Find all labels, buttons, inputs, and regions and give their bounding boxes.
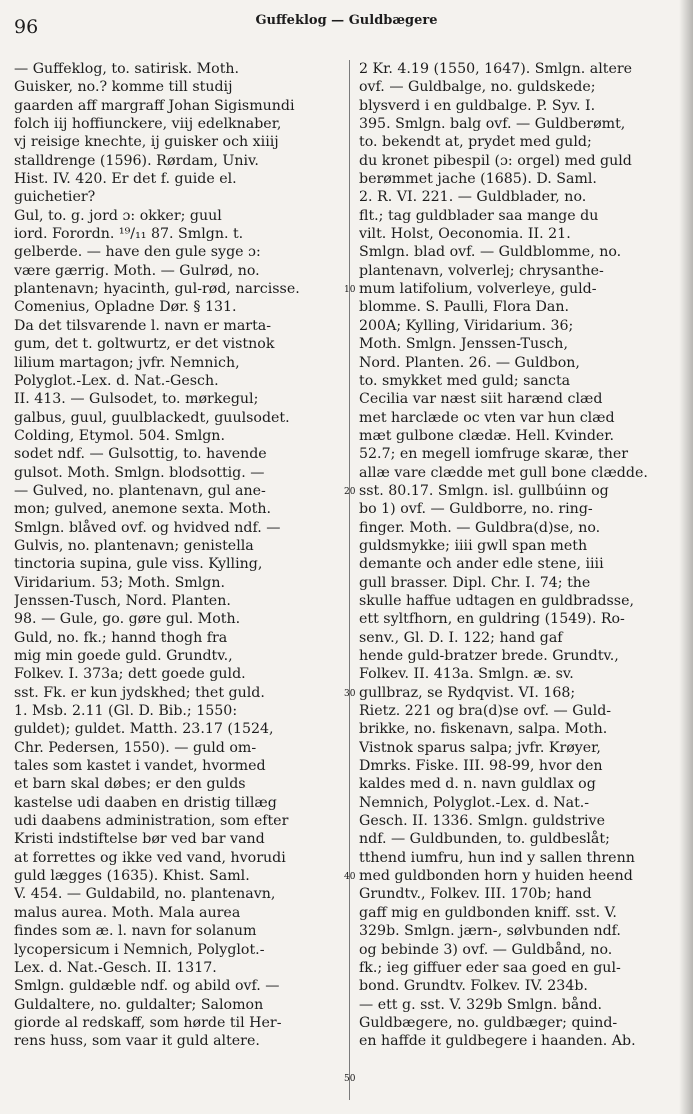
text-line: Jenssen-Tusch, Nord. Planten. [14,592,231,609]
text-line: mig min goede guld. Grundtv., [14,648,233,664]
text-line: Lex. d. Nat.-Gesch. II. 1317. [14,959,217,976]
text-line: Guld, no. fk.; hannd thogh fra [14,629,228,646]
text-line: mæt gulbone clædæ. Hell. Kvinder. [359,427,615,444]
text-line: Viridarium. 53; Moth. Smlgn. [14,574,226,591]
text-line: tinctoria supina, gule viss. Kylling, [14,556,263,573]
page-edge-shadow [679,0,693,1114]
text-line: galbus, guul, guulblackedt, guulsodet. [14,409,290,426]
text-line: finger. Moth. — Guldbra(d)se, no. [359,519,601,536]
text-line: 2. R. VI. 221. — Guldblader, no. [359,189,587,206]
text-line: sst. Fk. er kun jydskhed; thet guld. [14,684,265,701]
text-line: 200A; Kylling, Viridarium. 36; [359,317,574,334]
text-line: gum, det t. goltwurtz, er det vistnok [14,336,275,353]
text-line: Cecilia var næst siit harænd clæd [359,391,603,408]
text-line: — ett g. sst. V. 329b Smlgn. bånd. [359,996,603,1013]
text-line: gelberde. — have den gule syge ɔ: [14,244,261,261]
text-line: demante och ander edle stene, iiii [359,556,604,573]
margin-line-number: 20 [344,487,356,498]
text-line: plantenavn; hyacinth, gul-rød, narcisse. [14,281,300,298]
text-line: Smlgn. blad ovf. — Guldblomme, no. [359,244,622,261]
text-line: mum latifolium, volverleye, guld- [359,281,597,298]
text-line: Gesch. II. 1336. Smlgn. guldstrive [359,813,605,830]
text-line: sodet ndf. — Gulsottig, to. havende [14,446,267,463]
column-divider [349,60,350,1100]
text-line: kastelse udi daaben en dristig tillæg [14,794,277,811]
text-line: lycopersicum i Nemnich, Polyglot.- [14,941,265,958]
text-line: Kristi indstiftelse bør ved bar vand [14,831,265,848]
text-line: — Gulved, no. plantenavn, gul ane- [14,482,266,499]
text-line: 2 Kr. 4.19 (1550, 1647). Smlgn. altere [359,61,633,77]
text-line: 98. — Gule, go. gøre gul. Moth. [14,611,241,628]
text-line: guld lægges (1635). Khist. Saml. [14,868,250,885]
text-line: Hist. IV. 420. Er det f. guide el. [14,171,237,188]
text-line: Guldbægere, no. guldbæger; quind- [359,1014,618,1031]
text-line: og bebinde 3) ovf. — Guldbånd, no. [359,941,613,958]
text-line: Da det tilsvarende l. navn er marta- [14,317,272,334]
text-line: 1. Msb. 2.11 (Gl. D. Bib.; 1550: [14,703,238,720]
text-line: brikke, no. fiskenavn, salpa. Moth. [359,721,608,738]
text-line: 329b. Smlgn. jærn-, sølvbunden ndf. [359,923,621,940]
text-line: 395. Smlgn. balg ovf. — Guldberømt, [359,116,626,133]
text-line: blomme. S. Paulli, Flora Dan. [359,299,570,316]
text-line: ovf. — Guldbalge, no. guldskede; [359,79,596,96]
text-line: gaff mig en guldbonden kniff. sst. V. [359,904,617,921]
text-line: guldet); guldet. Matth. 23.17 (1524, [14,721,274,738]
running-head: Guffeklog — Guldbægere [255,13,438,28]
text-line: bo 1) ovf. — Guldborre, no. ring- [359,501,593,518]
text-line: Grundtv., Folkev. III. 170b; hand [359,886,592,903]
text-line: to. bekendt at, prydet med guld; [359,134,592,151]
text-line: tales som kastet i vandet, hvormed [14,758,266,775]
text-line: du kronet pibespil (ɔ: orgel) med guld [359,152,632,169]
text-line: Rietz. 221 og bra(d)se ovf. — Guld- [359,703,612,720]
text-line: Colding, Etymol. 504. Smlgn. [14,427,225,444]
text-line: allæ vare clædde met gull bone clædde. [359,464,648,481]
text-line: Guldaltere, no. guldalter; Salomon [14,996,264,1013]
text-line: Gul, to. g. jord ɔ: okker; guul [14,207,222,224]
right-column [359,60,681,1051]
text-line: at forrettes og ikke ved vand, hvorudi [14,849,286,866]
left-column [14,60,342,1051]
text-line: gullbraz, se Rydqvist. VI. 168; [359,684,576,701]
text-line: Gulvis, no. plantenavn; genistella [14,537,254,554]
text-line: sst. 80.17. Smlgn. isl. gullbúinn og [359,482,609,499]
text-line: II. 413. — Gulsodet, to. mørkegul; [14,391,259,408]
text-line: Chr. Pedersen, 1550). — guld om- [14,739,257,756]
text-line: Polyglot.-Lex. d. Nat.-Gesch. [14,372,219,389]
text-line: to. smykket med guld; sancta [359,372,571,389]
text-line: Guisker, no.? komme till studij [14,79,233,96]
text-line: folch iij hoffiunckere, viij edelknaber, [14,116,282,133]
text-line: Moth. Smlgn. Jenssen-Tusch, [359,336,568,353]
text-line: fk.; ieg giffuer eder saa goed en gul- [359,959,621,976]
text-line: gull brasser. Dipl. Chr. I. 74; the [359,574,591,591]
text-line: malus aurea. Moth. Mala aurea [14,904,241,921]
text-line: ett syltfhorn, en guldring (1549). Ro- [359,611,625,628]
text-line: 52.7; en megell iomfruge skaræ, ther [359,446,629,463]
margin-line-number: 10 [344,285,356,296]
text-line: guichetier? [14,189,96,206]
text-line: bond. Grundtv. Folkev. IV. 234b. [359,978,588,995]
text-line: Smlgn. guldæble ndf. og abild ovf. — [14,978,280,995]
text-line: blysverd i en guldbalge. P. Syv. I. [359,97,596,114]
text-line: Smlgn. blåved ovf. og hvidved ndf. — [14,519,281,536]
text-line: iord. Forordn. ¹⁹/₁₁ 87. Smlgn. t. [14,226,244,243]
margin-line-number: 40 [344,872,356,883]
text-line: Comenius, Opladne Dør. § 131. [14,299,237,316]
text-line: udi daabens administration, som efter [14,813,289,830]
text-line: med guldbonden horn y huiden heend [359,868,633,885]
text-line: et barn skal døbes; er den gulds [14,776,246,793]
text-line: plantenavn, volverlej; chrysanthe- [359,262,604,279]
text-line: giorde al redskaff, som hørde til Her- [14,1014,282,1031]
text-line: stalldrenge (1596). Rørdam, Univ. [14,152,259,169]
text-line: ndf. — Guldbunden, to. guldbeslåt; [359,831,610,848]
text-line: Folkev. II. 413a. Smlgn. æ. sv. [359,666,574,683]
text-line: senv., Gl. D. I. 122; hand gaf [359,629,563,646]
text-line: hende guld-bratzer brede. Grundtv., [359,648,619,664]
text-line: kaldes med d. n. navn guldlax og [359,776,596,793]
text-line: flt.; tag guldblader saa mange du [359,207,599,224]
text-line: være gærrig. Moth. — Gulrød, no. [14,262,260,279]
text-line: tthend iumfru, hun ind y sallen threnn [359,849,635,866]
text-line: rens huss, som vaar it guld altere. [14,1033,260,1050]
text-line: Folkev. I. 373a; dett goede guld. [14,666,246,683]
text-line: Dmrks. Fiske. III. 98-99, hvor den [359,758,603,775]
text-line: vj reisige knechte, ij guisker och xiiij [14,134,279,151]
text-line: Vistnok sparus salpa; jvfr. Krøyer, [359,739,601,756]
text-line: lilium martagon; jvfr. Nemnich, [14,354,240,371]
text-line: skulle haffue udtagen en guldbradsse, [359,592,634,609]
text-line: gulsot. Moth. Smlgn. blodsottig. — [14,464,265,481]
page-number: 96 [14,16,39,38]
text-line: vilt. Holst, Oeconomia. II. 21. [359,226,571,243]
text-line: met harclæde oc vten var hun clæd [359,409,615,426]
text-line: mon; gulved, anemone sexta. Moth. [14,501,271,518]
margin-line-number: 30 [344,688,356,699]
text-line: Nemnich, Polyglot.-Lex. d. Nat.- [359,794,590,811]
text-line: — Guffeklog, to. satirisk. Moth. [14,61,240,77]
text-line: berømmet jache (1685). D. Saml. [359,171,597,188]
margin-line-number: 50 [344,1074,356,1085]
text-line: V. 454. — Guldabild, no. plantenavn, [14,886,276,903]
text-line: Nord. Planten. 26. — Guldbon, [359,354,580,371]
text-line: en haffde it guldbegere i haanden. Ab. [359,1033,636,1050]
text-line: findes som æ. l. navn for solanum [14,923,257,940]
text-line: gaarden aff margraff Johan Sigismundi [14,97,295,114]
text-line: guldsmykke; iiii gwll span meth [359,537,588,554]
